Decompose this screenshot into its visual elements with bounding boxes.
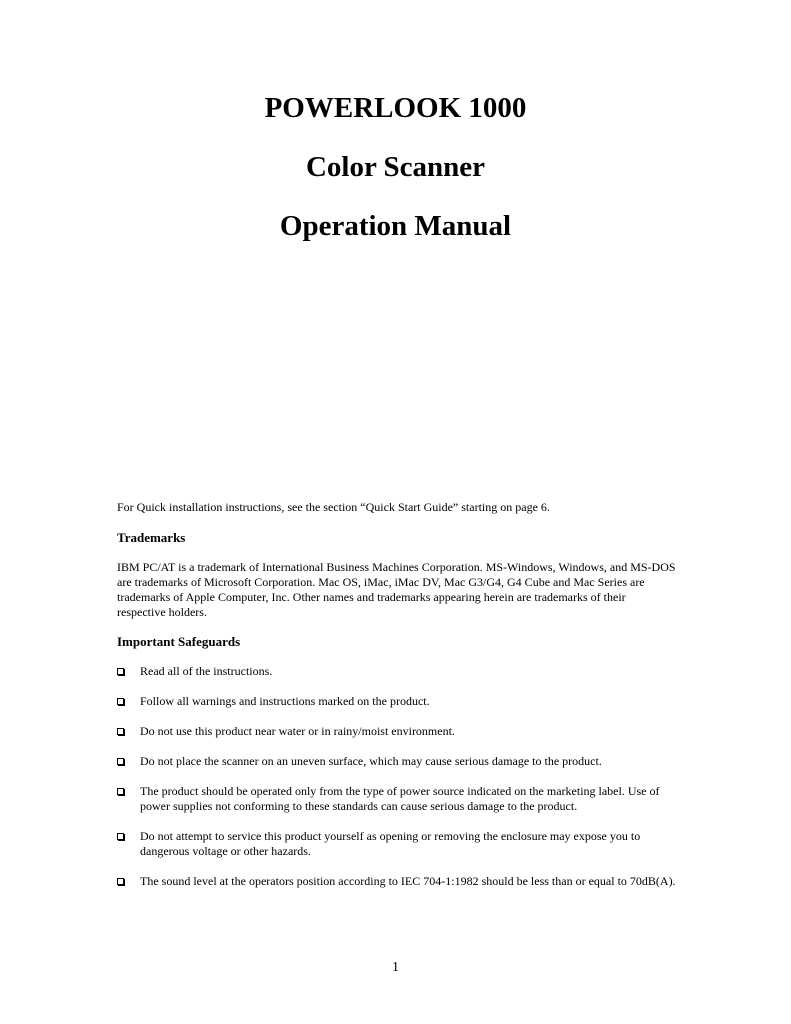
checkbox-bullet-icon [117, 668, 124, 675]
page-content [117, 500, 677, 904]
list-item-text: The product should be operated only from the type of power source indicated on the marketing label. Use of power supplies not conforming to these standards can cause serious damage to the product. [140, 784, 660, 813]
list-item-text: The sound level at the operators position according to IEC 704-1:1982 should be less than or equal to 70dB(A). [140, 874, 676, 888]
list-item-text: Do not place the scanner on an uneven surface, which may cause serious damage to the product. [140, 754, 602, 768]
safeguards-list [117, 664, 677, 889]
trademarks-heading: Trademarks [117, 530, 186, 545]
list-item [117, 724, 677, 739]
list-item-text: Follow all warnings and instructions marked on the product. [140, 694, 430, 708]
document-title [0, 90, 791, 267]
checkbox-bullet-icon [117, 698, 124, 705]
checkbox-bullet-icon [117, 758, 124, 765]
checkbox-bullet-icon [117, 878, 124, 885]
list-item [117, 874, 677, 889]
list-item-text: Do not use this product near water or in rainy/moist environment. [140, 724, 455, 738]
list-item [117, 784, 677, 814]
list-item-text: Do not attempt to service this product yourself as opening or removing the enclosure may expose you to dangerous voltage or other hazards. [140, 829, 641, 858]
checkbox-bullet-icon [117, 833, 124, 840]
checkbox-bullet-icon [117, 788, 124, 795]
list-item [117, 829, 677, 859]
trademarks-text: IBM PC/AT is a trademark of International Business Machines Corporation. MS-Windows, Windows, and MS-DOS are trademarks of Microsoft Corporation. Mac OS, iMac, iMac DV, Mac G3/G4, G4 Cube and Mac Series are trademarks of Apple Computer, Inc. Other names and trademarks appearing herein are trademarks of their respective holders. [117, 560, 676, 619]
list-item [117, 664, 677, 679]
manual-title: Operation Manual [279, 210, 512, 242]
checkbox-bullet-icon [117, 728, 124, 735]
list-item [117, 754, 677, 769]
safeguards-heading: Important Safeguards [117, 634, 241, 649]
list-item-text: Read all of the instructions. [140, 664, 273, 678]
product-type: Color Scanner [305, 151, 486, 183]
page-number: 1 [392, 960, 399, 975]
product-name: POWERLOOK 1000 [264, 92, 527, 124]
quick-install-note: For Quick installation instructions, see the section “Quick Start Guide” starting on page 6. [117, 500, 550, 514]
list-item [117, 694, 677, 709]
